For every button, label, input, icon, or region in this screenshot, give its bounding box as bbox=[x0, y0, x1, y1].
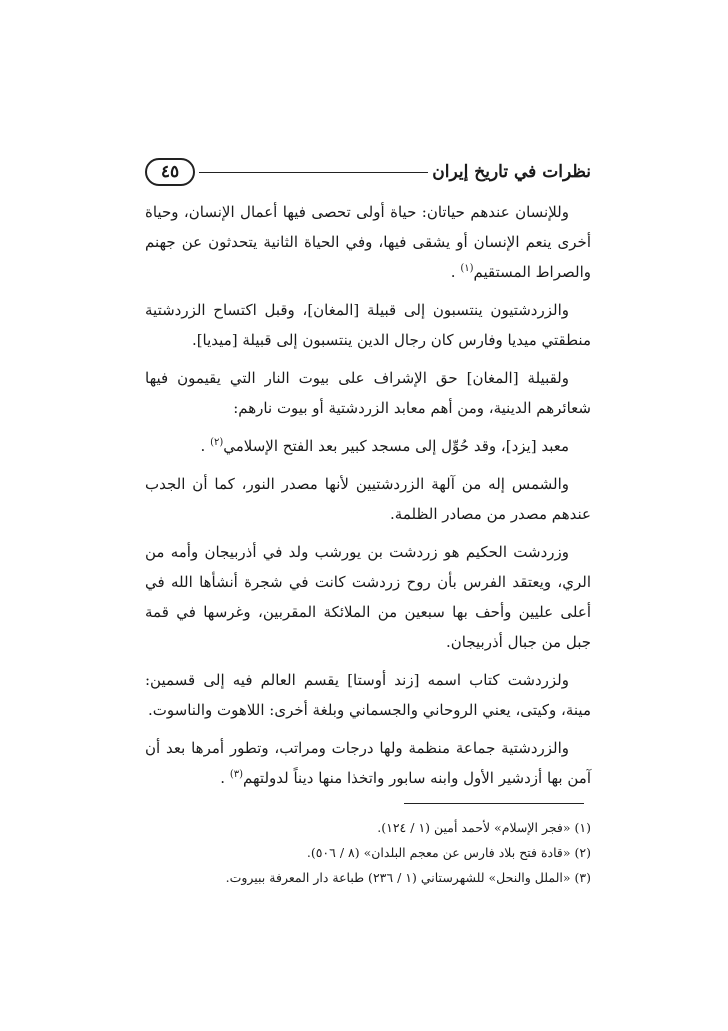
paragraph bbox=[145, 295, 591, 355]
paragraph-text: والزردشتيون ينتسبون إلى قبيلة [المغان]، وقبل اكتساح الزردشتية منطقتي ميديا وفارس كان رجال الدين ينتسبون إلى قبيلة [ميديا]. bbox=[145, 301, 591, 349]
paragraph-text: ولقبيلة [المغان] حق الإشراف على بيوت النار التي يقيمون فيها شعائرهم الدينية، ومن أهم معابد الزردشتية أو بيوت نارهم: bbox=[145, 369, 591, 417]
paragraph-end: . bbox=[200, 437, 206, 455]
paragraph-text: والشمس إله من آلهة الزردشتيين لأنها مصدر النور، كما أن الجدب عندهم مصدر من مصادر الظلمة. bbox=[145, 475, 591, 523]
running-header bbox=[145, 155, 591, 189]
paragraph bbox=[145, 197, 591, 287]
body-text bbox=[145, 197, 591, 801]
footnote: (٢) «قادة فتح بلاد فارس عن معجم البلدان» (٨ / ٥٠٦). bbox=[306, 845, 591, 860]
footnote-marker: (٣) bbox=[229, 769, 244, 780]
paragraph-text: وزردشت الحكيم هو زردشت بن يورشب ولد في أذربيجان وأمه من الري، ويعتقد الفرس بأن روح زردشت كانت في شجرة أنشأها الله في أعلى عليين وأحف بها سبعين من الملائكة المقربين، وغرسها في قمة جبل من جبال أذربيجان. bbox=[145, 543, 591, 651]
paragraph-end: . bbox=[220, 769, 226, 787]
footnote: (٣) «الملل والنحل» للشهرستاني (١ / ٢٣٦) طباعة دار المعرفة ببيروت. bbox=[225, 870, 591, 885]
footnote-marker: (٢) bbox=[210, 437, 224, 448]
paragraph-text: والزردشتية جماعة منظمة ولها درجات ومراتب، وتطور أمرها بعد أن آمن بها أزدشير الأول وابنه سابور واتخذا منها ديناً لدولتهم bbox=[145, 739, 591, 787]
footnote-separator bbox=[404, 803, 584, 804]
footnote-marker: (١) bbox=[460, 263, 474, 274]
paragraph bbox=[145, 733, 591, 793]
paragraph bbox=[145, 431, 591, 461]
running-title: نظرات في تاريخ إيران bbox=[432, 162, 591, 182]
header-rule bbox=[199, 172, 428, 173]
footnote: (١) «فجر الإسلام» لأحمد أمين (١ / ١٢٤). bbox=[377, 820, 591, 835]
paragraph-end: . bbox=[450, 263, 456, 281]
paragraph bbox=[145, 537, 591, 657]
paragraph-text: ولزردشت كتاب اسمه [زند أوستا] يقسم العالم فيه إلى قسمين: مينة، وكيتى، يعني الروحاني والجسماني وبلغة أخرى: اللاهوت والناسوت. bbox=[145, 671, 591, 719]
paragraph bbox=[145, 363, 591, 423]
paragraph bbox=[145, 665, 591, 725]
paragraph bbox=[145, 469, 591, 529]
paragraph-text: معبد [يزد]، وقد حُوِّل إلى مسجد كبير بعد الفتح الإسلامي bbox=[223, 437, 569, 455]
page-number: ٤٥ bbox=[145, 158, 195, 186]
footnotes bbox=[145, 815, 591, 890]
paragraph-text: وللإنسان عندهم حياتان: حياة أولى تحصى فيها أعمال الإنسان، وحياة أخرى ينعم الإنسان أو يشقى فيها، وفي الحياة الثانية يتحدثون عن جهنم والصراط المستقيم bbox=[145, 203, 591, 281]
